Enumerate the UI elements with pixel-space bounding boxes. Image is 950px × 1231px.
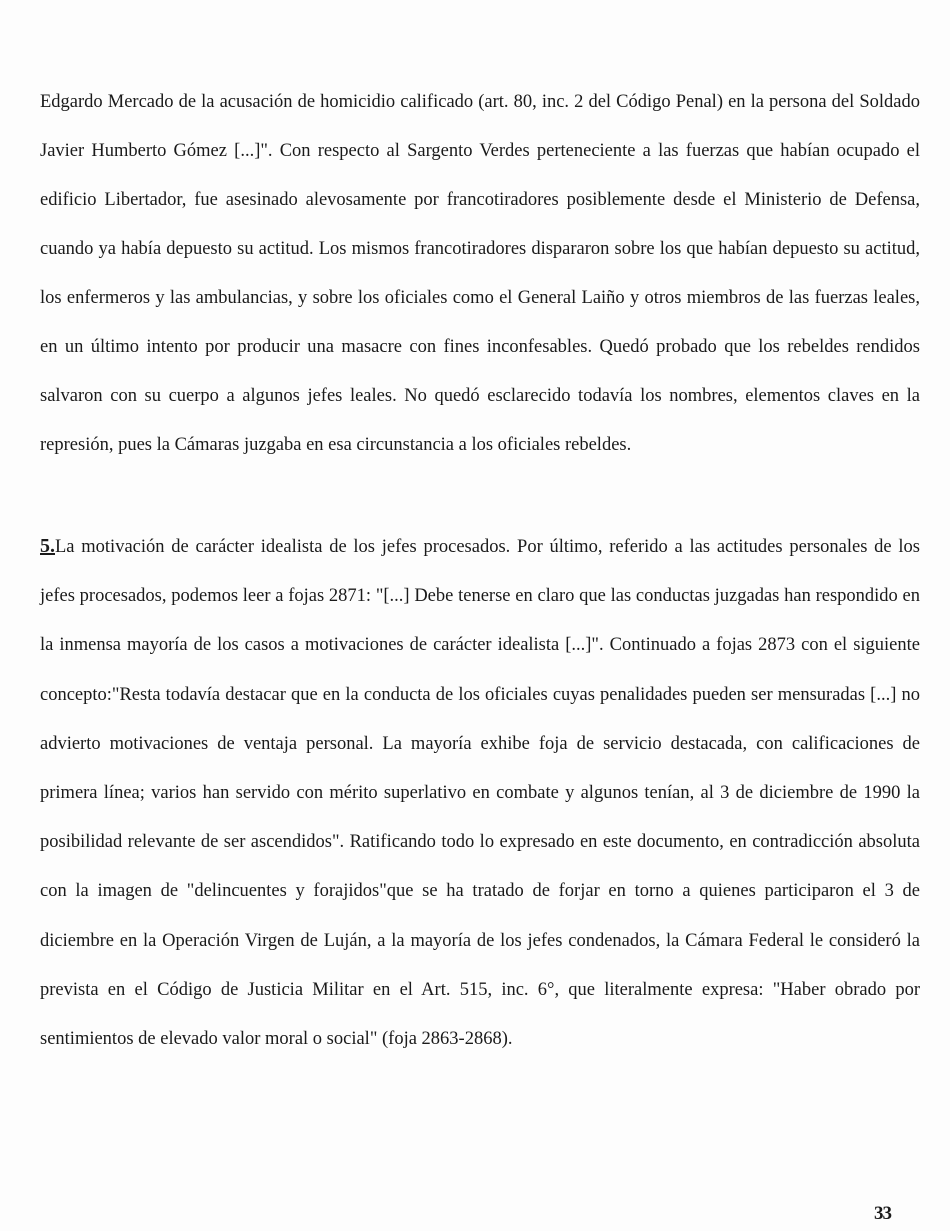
paragraph-text: La motivación de carácter idealista de los jefes procesados. Por último, referido a las actitudes personales de los jefes procesados, podemos leer a fojas 2871: "[...] Debe tenerse en claro que las conductas juzgadas han respondido en la inmensa mayoría de los casos a motivaciones de carácter idealista [...]". Continuado a fojas 2873 con el siguiente concepto:"Resta todavía destacar que en la conducta de los oficiales cuyas penalidades pueden ser mensuradas [...] no advierto motivaciones de ventaja personal. La mayoría exhibe foja de servicio destacada, con calificaciones de primera línea; varios han servido con mérito superlativo en combate y algunos tenían, al 3 de diciembre de 1990 la posibilidad relevante de ser ascendidos". Ratificando todo lo expresado en este documento, en contradicción absoluta con la imagen de "delincuentes y forajidos"que se ha tratado de forjar en torno a quienes participaron el 3 de diciembre en la Operación Virgen de Luján, a la mayoría de los jefes condenados, la Cámara Federal le consideró la prevista en el Código de Justicia Militar en el Art. 515, inc. 6°, que literalmente expresa: "Haber obrado por sentimientos de elevado valor moral o social" (foja 2863-2868). [40, 537, 920, 1050]
page-number: 33 [874, 1203, 891, 1224]
section-number: 5. [40, 535, 55, 557]
paragraph-continuation [40, 78, 920, 470]
section-5-paragraph [40, 522, 920, 1064]
paragraph-text: Edgardo Mercado de la acusación de homicidio calificado (art. 80, inc. 2 del Código Penal) en la persona del Soldado Javier Humberto Gómez [...]". Con respecto al Sargento Verdes perteneciente a las fuerzas que habían ocupado el edificio Libertador, fue asesinado alevosamente por francotiradores posiblemente desde el Ministerio de Defensa, cuando ya había depuesto su actitud. Los mismos francotiradores dispararon sobre los que habían depuesto su actitud, los enfermeros y las ambulancias, y sobre los oficiales como el General Laiño y otros miembros de las fuerzas leales, en un último intento por producir una masacre con fines inconfesables. Quedó probado que los rebeldes rendidos salvaron con su cuerpo a algunos jefes leales. No quedó esclarecido todavía los nombres, elementos claves en la represión, pues la Cámaras juzgaba en esa circunstancia a los oficiales rebeldes. [40, 92, 920, 455]
